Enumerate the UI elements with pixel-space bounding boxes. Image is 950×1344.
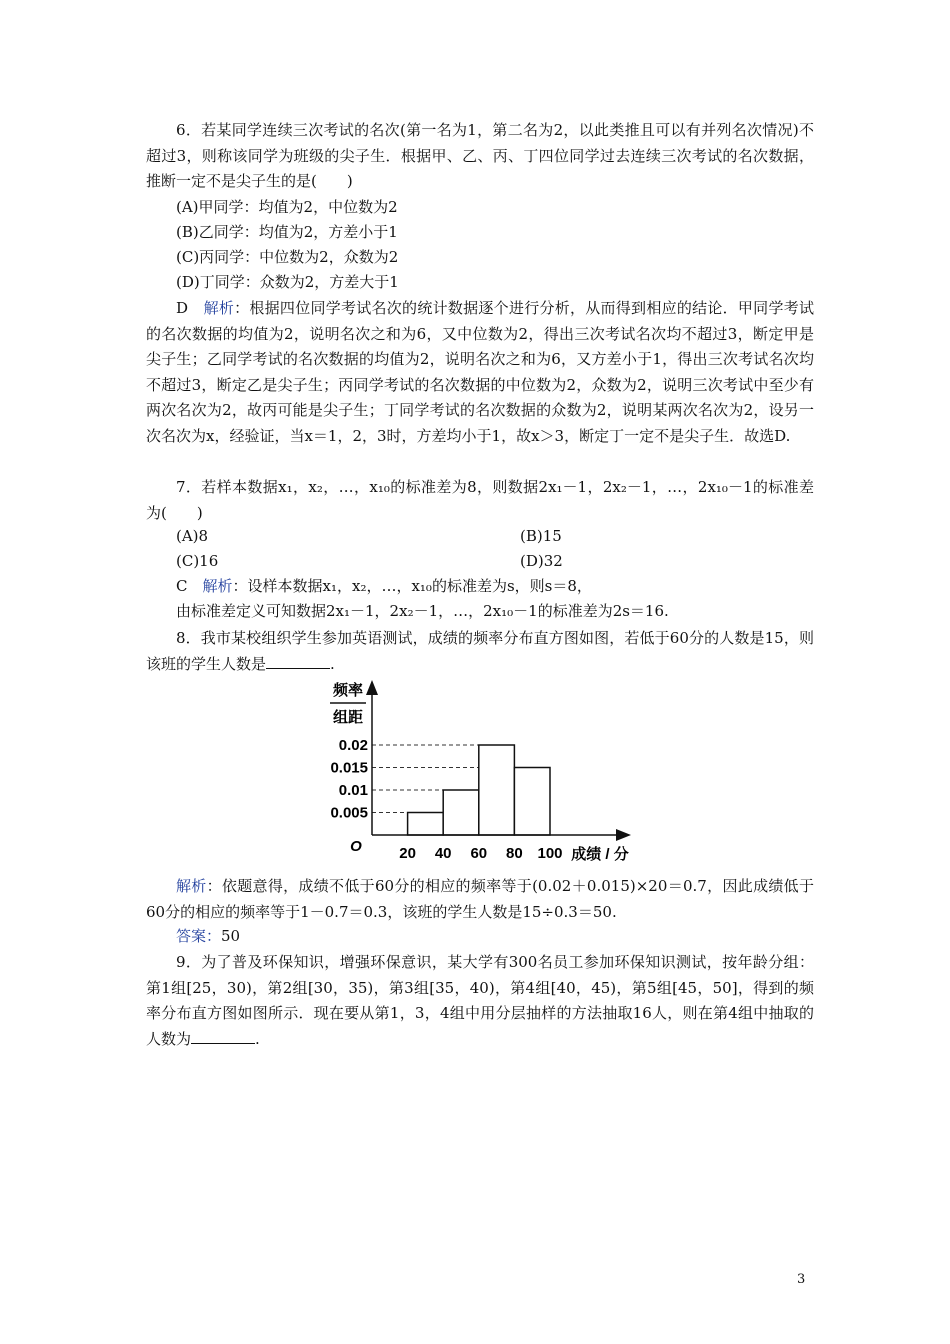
q8-stem — [146, 626, 814, 677]
page-number: 3 — [797, 1272, 806, 1287]
histogram-chart — [310, 675, 670, 865]
q8-analysis-text: ：依题意得，成绩不低于60分的相应的频率等于(0.02＋0.015)×20＝0.7，因此成绩低于60分的相应的频率等于1－0.7＝0.3，该班的学生人数是15÷0.3＝50. — [146, 877, 814, 921]
q6-analysis-text: ：根据四位同学考试名次的统计数据逐个进行分析，从而得到相应的结论．甲同学考试的名次数据的均值为2，说明名次之和为6，又中位数为2，得出三次考试名次均不超过3，断定甲是尖子生；乙同学考试的名次数据的均值为2，说明名次之和为6，又方差小于1，得出三次考试名次均不超过3，断定乙是尖子生；丙同学考试的名次数据的中位数为2，众数为2，说明三次考试中至少有两次名次为2，故丙可能是尖子生；丁同学考试的名次数据的众数为2，说明某两次名次为2，设另一次名次为x，经验证，当x＝1，2，3时，方差均小于1，故x＞3，断定丁一定不是尖子生．故选D. — [146, 299, 814, 445]
histogram-bar — [443, 790, 479, 835]
q7-stem: 7．若样本数据x₁，x₂，…，x₁₀的标准差为8，则数据2x₁－1，2x₂－1，…，2x₁₀－1的标准差为( ) — [146, 478, 814, 522]
q6-answer: D — [176, 299, 189, 317]
q6-option-a: (A)甲同学：均值为2，中位数为2 — [176, 198, 398, 216]
q7-analysis-text1: ：设样本数据x₁，x₂，…，x₁₀的标准差为s，则s＝8， — [232, 577, 592, 595]
q7-option-b: (B)15 — [520, 527, 562, 545]
q6-stem: 6．若某同学连续三次考试的名次(第一名为1，第二名为2，以此类推且可以有并列名次情况)不超过3，则称该同学为班级的尖子生．根据甲、乙、丙、丁四位同学过去连续三次考试的名次数据，推断一定不是尖子生的是( ) — [146, 121, 814, 191]
x-axis-label: 成绩 / 分 — [571, 846, 629, 863]
histogram-bar — [514, 768, 550, 836]
q9-stem — [146, 950, 814, 1052]
histogram-bar — [479, 745, 515, 835]
q7-option-a: (A)8 — [176, 527, 209, 545]
q7-option-c: (C)16 — [176, 552, 219, 570]
q7-analysis-line2: 由标准差定义可知数据2x₁－1，2x₂－1，…，2x₁₀－1的标准差为2s＝16. — [176, 602, 669, 620]
x-tick-label: 20 — [399, 845, 416, 862]
q8-stem-text: 8．我市某校组织学生参加英语测试，成绩的频率分布直方图如图，若低于60分的人数是15，则该班的学生人数是 — [146, 629, 814, 673]
origin-label: O — [350, 838, 362, 855]
q8-answer-line — [176, 924, 240, 949]
q7-analysis-label: 解析 — [202, 577, 233, 595]
y-tick-label: 0.015 — [330, 759, 368, 777]
x-tick-label: 40 — [434, 845, 452, 862]
y-axis-label-top: 频率 — [332, 682, 364, 699]
q8-answer-label: 答案： — [176, 927, 222, 945]
answer-blank — [191, 1029, 255, 1044]
histogram-bar — [408, 813, 444, 836]
q6-option-b: (B)乙同学：均值为2，方差小于1 — [176, 223, 398, 241]
x-tick-label: 80 — [506, 845, 523, 862]
q8-answer: 50 — [221, 927, 241, 945]
q7-option-d: (D)32 — [520, 552, 563, 570]
answer-blank — [266, 654, 330, 669]
q8-analysis-label: 解析 — [176, 877, 207, 895]
q6-analysis — [146, 296, 814, 450]
q9-stem-text: 9．为了普及环保知识，增强环保意识，某大学有300名员工参加环保知识测试，按年龄分组：第1组[25，30)，第2组[30，35)，第3组[35，40)，第4组[40，45)，第5组[45，50]，得到的频率分布直方图如图所示．现在要从第1，3，4组中用分层抽样的方法抽取16人，则在第4组中抽取的人数为 — [146, 953, 814, 1048]
q6-analysis-label: 解析 — [203, 299, 235, 317]
q8-stem-end: . — [330, 654, 335, 673]
y-tick-label: 0.005 — [330, 804, 368, 822]
x-tick-label: 100 — [537, 845, 563, 862]
q6-option-d: (D)丁同学：众数为2，方差大于1 — [176, 273, 399, 291]
q8-analysis — [146, 874, 814, 925]
q7-analysis-line1 — [176, 574, 592, 599]
q6-option-c: (C)丙同学：中位数为2，众数为2 — [176, 248, 399, 266]
x-tick-label: 60 — [470, 845, 488, 862]
y-tick-label: 0.02 — [338, 737, 368, 754]
y-tick-label: 0.01 — [338, 782, 368, 799]
q9-stem-end: . — [255, 1029, 260, 1048]
q7-answer: C — [176, 577, 188, 595]
y-axis-label-bottom: 组距 — [332, 709, 364, 726]
